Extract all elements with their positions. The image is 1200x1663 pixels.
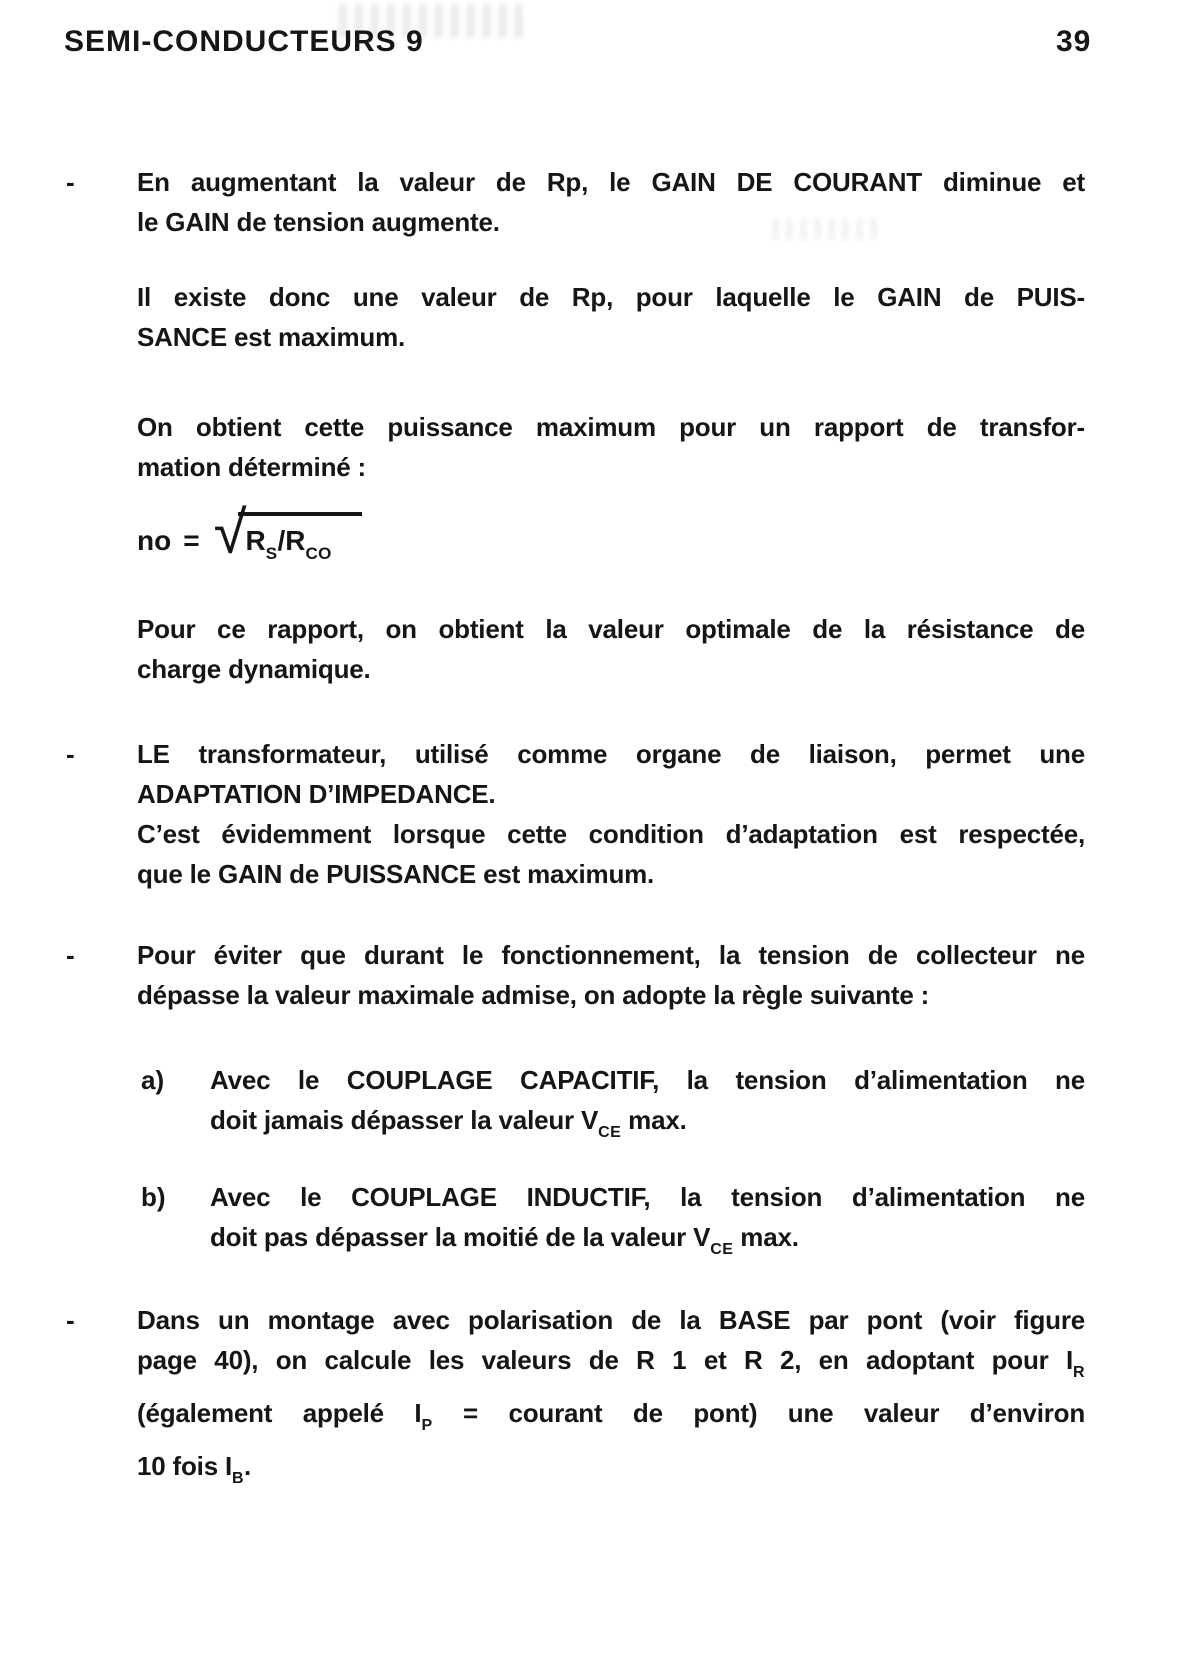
text-line: que le GAIN de PUISSANCE est maximum. (137, 859, 655, 889)
paragraph (137, 935, 1085, 1015)
page-number: 39 (1056, 25, 1092, 58)
bullet-marker: - (66, 167, 75, 197)
text-line: Avec le COUPLAGE INDUCTIF, la tension d’alimentation ne (210, 1182, 1085, 1212)
text-segment: . (243, 1451, 252, 1481)
formula-subscript: CO (305, 544, 332, 563)
text-line: Pour éviter que durant le fonctionnement, la tension de collecteur ne (137, 940, 1085, 970)
text-segment: 10 fois I (137, 1451, 233, 1481)
equals-sign: = (183, 525, 200, 556)
text-line: Il existe donc une valeur de Rp, pour laquelle le GAIN de PUIS- (137, 282, 1085, 312)
text-line: mation déterminé : (137, 452, 366, 482)
formula-term: R (245, 525, 266, 556)
bullet-marker: - (66, 739, 75, 769)
text-line (210, 1217, 1085, 1270)
text-line: Pour ce rapport, on obtient la valeur optimale de la résistance de (137, 614, 1085, 644)
paragraph (137, 1300, 1085, 1499)
list-item (210, 1060, 1085, 1153)
text-segment: doit pas dépasser la moitié de la valeur V (210, 1222, 711, 1252)
text-segment: doit jamais dépasser la valeur V (210, 1105, 599, 1135)
text-line (137, 1393, 1085, 1446)
page-header-title: SEMI-CONDUCTEURS 9 (64, 25, 424, 58)
formula-term: /R (277, 525, 306, 556)
text-line: le GAIN de tension augmente. (137, 207, 500, 237)
text-segment: = courant de pont) une valeur d’environ (432, 1398, 1085, 1428)
text-segment: (également appelé I (137, 1398, 422, 1428)
text-line: dépasse la valeur maximale admise, on adopte la règle suivante : (137, 980, 930, 1010)
list-item (210, 1177, 1085, 1270)
text-line: On obtient cette puissance maximum pour un rapport de transfor- (137, 412, 1085, 442)
radical-icon: √ (213, 499, 247, 566)
bullet-marker: - (66, 1305, 75, 1335)
formula-lhs: no (137, 525, 172, 556)
list-item-label: a) (141, 1065, 165, 1095)
formula-radicand (238, 512, 362, 564)
paragraph (137, 734, 1085, 894)
formula-transformation-ratio (137, 499, 362, 566)
text-line: Dans un montage avec polarisation de la BASE par pont (voir figure (137, 1305, 1085, 1335)
paragraph (137, 407, 1085, 487)
subscript: CE (710, 1241, 734, 1258)
text-line: C’est évidemment lorsque cette condition d’adaptation est respectée, (137, 819, 1085, 849)
text-segment: max. (621, 1105, 687, 1135)
text-segment: max. (733, 1222, 799, 1252)
paragraph (137, 162, 1085, 242)
subscript: P (421, 1417, 433, 1434)
text-line: LE transformateur, utilisé comme organe de liaison, permet une (137, 739, 1085, 769)
paragraph (137, 609, 1085, 689)
list-item-label: b) (141, 1182, 166, 1212)
text-line: SANCE est maximum. (137, 322, 406, 352)
text-line: charge dynamique. (137, 654, 371, 684)
subscript: CE (598, 1124, 622, 1141)
text-line (210, 1100, 1085, 1153)
text-line: En augmentant la valeur de Rp, le GAIN DE COURANT diminue et (137, 167, 1085, 197)
text-line: ADAPTATION D’IMPEDANCE. (137, 779, 496, 809)
text-line (137, 1446, 1085, 1499)
bullet-marker: - (66, 940, 75, 970)
text-line: Avec le COUPLAGE CAPACITIF, la tension d’alimentation ne (210, 1065, 1085, 1095)
subscript: B (232, 1470, 244, 1487)
text-line (137, 1340, 1085, 1393)
subscript: R (1073, 1364, 1085, 1381)
formula-subscript: S (265, 544, 278, 563)
paragraph (137, 277, 1085, 357)
text-segment: page 40), on calcule les valeurs de R 1 et R 2, en adoptant pour I (137, 1345, 1074, 1375)
